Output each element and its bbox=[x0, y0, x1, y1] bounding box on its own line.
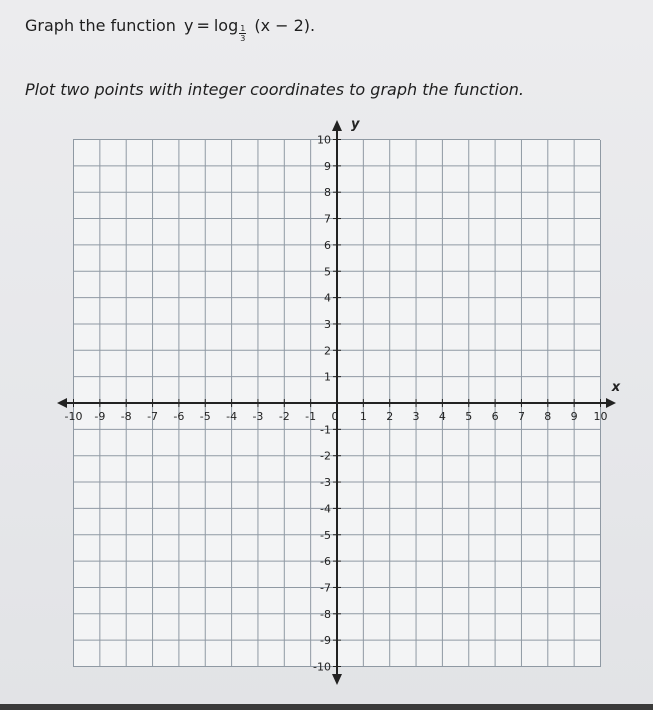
y-axis-label: y bbox=[351, 117, 360, 132]
x-tick-label: 8 bbox=[544, 410, 552, 423]
x-tick-label: -3 bbox=[252, 410, 264, 423]
x-tick-label: -2 bbox=[278, 410, 290, 423]
question-prefix: Graph the function bbox=[25, 16, 176, 35]
y-tick-label: 3 bbox=[324, 317, 331, 331]
x-tick-label: -4 bbox=[226, 410, 238, 423]
y-tick-label: -3 bbox=[320, 476, 331, 490]
log-word: log bbox=[213, 16, 239, 35]
y-variable: y bbox=[183, 16, 194, 35]
y-axis-arrow-up-icon bbox=[332, 120, 342, 131]
y-tick-label: 10 bbox=[317, 133, 331, 147]
y-tick-label: 2 bbox=[324, 344, 331, 358]
x-tick-label: 9 bbox=[570, 410, 578, 423]
x-tick-label: 2 bbox=[386, 410, 394, 423]
x-tick-label: -1 bbox=[305, 410, 317, 423]
x-axis-label: x bbox=[611, 380, 621, 395]
x-tick-label: -7 bbox=[147, 410, 159, 423]
y-tick-label: -9 bbox=[320, 634, 331, 648]
x-tick-label: 5 bbox=[465, 410, 473, 423]
instruction-text: Plot two points with integer coordinates to graph the function. bbox=[25, 80, 524, 99]
y-tick-label: -1 bbox=[320, 423, 331, 437]
y-tick-label: 9 bbox=[324, 159, 331, 173]
x-tick-label: 1 bbox=[359, 410, 367, 423]
x-tick-label: -5 bbox=[199, 410, 211, 423]
bottom-edge bbox=[0, 704, 653, 710]
y-tick-label: 8 bbox=[324, 186, 331, 200]
x-tick-label: -6 bbox=[173, 410, 185, 423]
y-tick-label: 7 bbox=[324, 212, 331, 226]
log-argument: (x − 2). bbox=[254, 16, 316, 35]
x-axis-arrow-right-icon bbox=[606, 398, 616, 408]
y-tick-label: -10 bbox=[313, 660, 331, 674]
equals-sign: = bbox=[196, 16, 210, 35]
y-tick-label: -7 bbox=[320, 581, 331, 595]
y-tick-label: 5 bbox=[324, 265, 331, 279]
y-tick-label: -6 bbox=[320, 555, 331, 569]
y-tick-label: 1 bbox=[324, 370, 331, 384]
y-tick-label: 4 bbox=[324, 291, 331, 305]
x-tick-label: 7 bbox=[517, 410, 525, 423]
x-tick-label: -8 bbox=[120, 410, 132, 423]
x-tick-label: -9 bbox=[94, 410, 106, 423]
x-tick-label: 10 bbox=[593, 410, 608, 423]
y-tick-label: -5 bbox=[320, 528, 331, 542]
base-numerator: 1 bbox=[240, 24, 246, 33]
y-axis-arrow-down-icon bbox=[332, 674, 342, 685]
x-axis-arrow-left-icon bbox=[57, 398, 67, 408]
y-tick-label: 6 bbox=[324, 238, 331, 252]
base-denominator: 3 bbox=[240, 34, 246, 43]
y-tick-label: -2 bbox=[320, 449, 331, 463]
y-tick-label: -4 bbox=[320, 502, 331, 516]
x-tick-label: 4 bbox=[438, 410, 446, 423]
x-tick-label: -10 bbox=[64, 410, 83, 423]
x-tick-label: 6 bbox=[491, 410, 499, 423]
x-tick-label: 0 bbox=[331, 410, 339, 423]
y-tick-label: -8 bbox=[320, 607, 331, 621]
x-tick-label: 3 bbox=[412, 410, 420, 423]
